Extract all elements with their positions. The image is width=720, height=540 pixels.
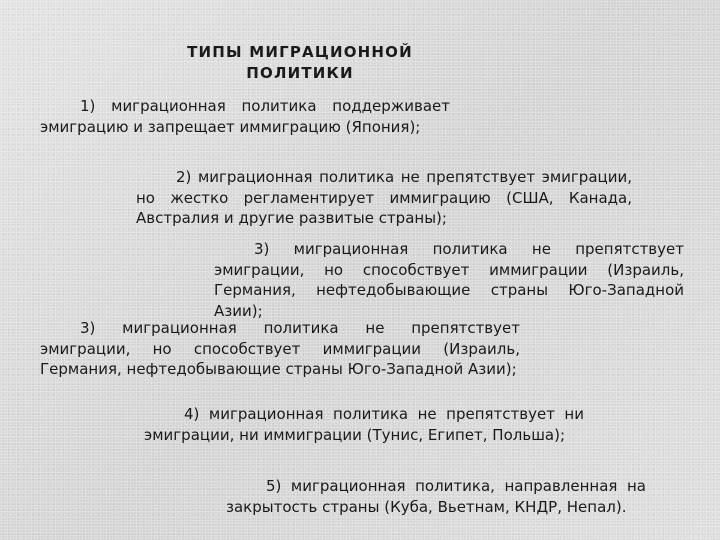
- policy-type-3: 3) миграционная политика не препятствует эмиграции, но способствует иммиграции (Израиль, Германия, нефтедобывающие страны Юго-Западной Азии);: [40, 319, 520, 378]
- policy-type-1: 1) миграционная политика поддерживает эмиграцию и запрещает иммиграцию (Япония);: [40, 97, 450, 136]
- policy-type-4: 4) миграционная политика не препятствует ни эмиграции, ни иммиграции (Тунис, Египет, Польша);: [144, 405, 584, 444]
- policy-type-2: 2) миграционная политика не препятствует эмиграции, но жестко регламентирует иммиграцию (США, Канада, Австралия и другие развитые страны);: [136, 168, 632, 227]
- policy-type-3-overlay: 3) миграционная политика не препятствует эмиграции, но способствует иммиграции (Израиль, Германия, нефтедобывающие страны Юго-Западной Азии);: [214, 240, 684, 320]
- policy-type-5: 5) миграционная политика, направленная на закрытость страны (Куба, Вьетнам, КНДР, Непал).: [226, 477, 646, 516]
- slide-title: ТИПЫ МИГРАЦИОННОЙ ПОЛИТИКИ: [187, 43, 413, 82]
